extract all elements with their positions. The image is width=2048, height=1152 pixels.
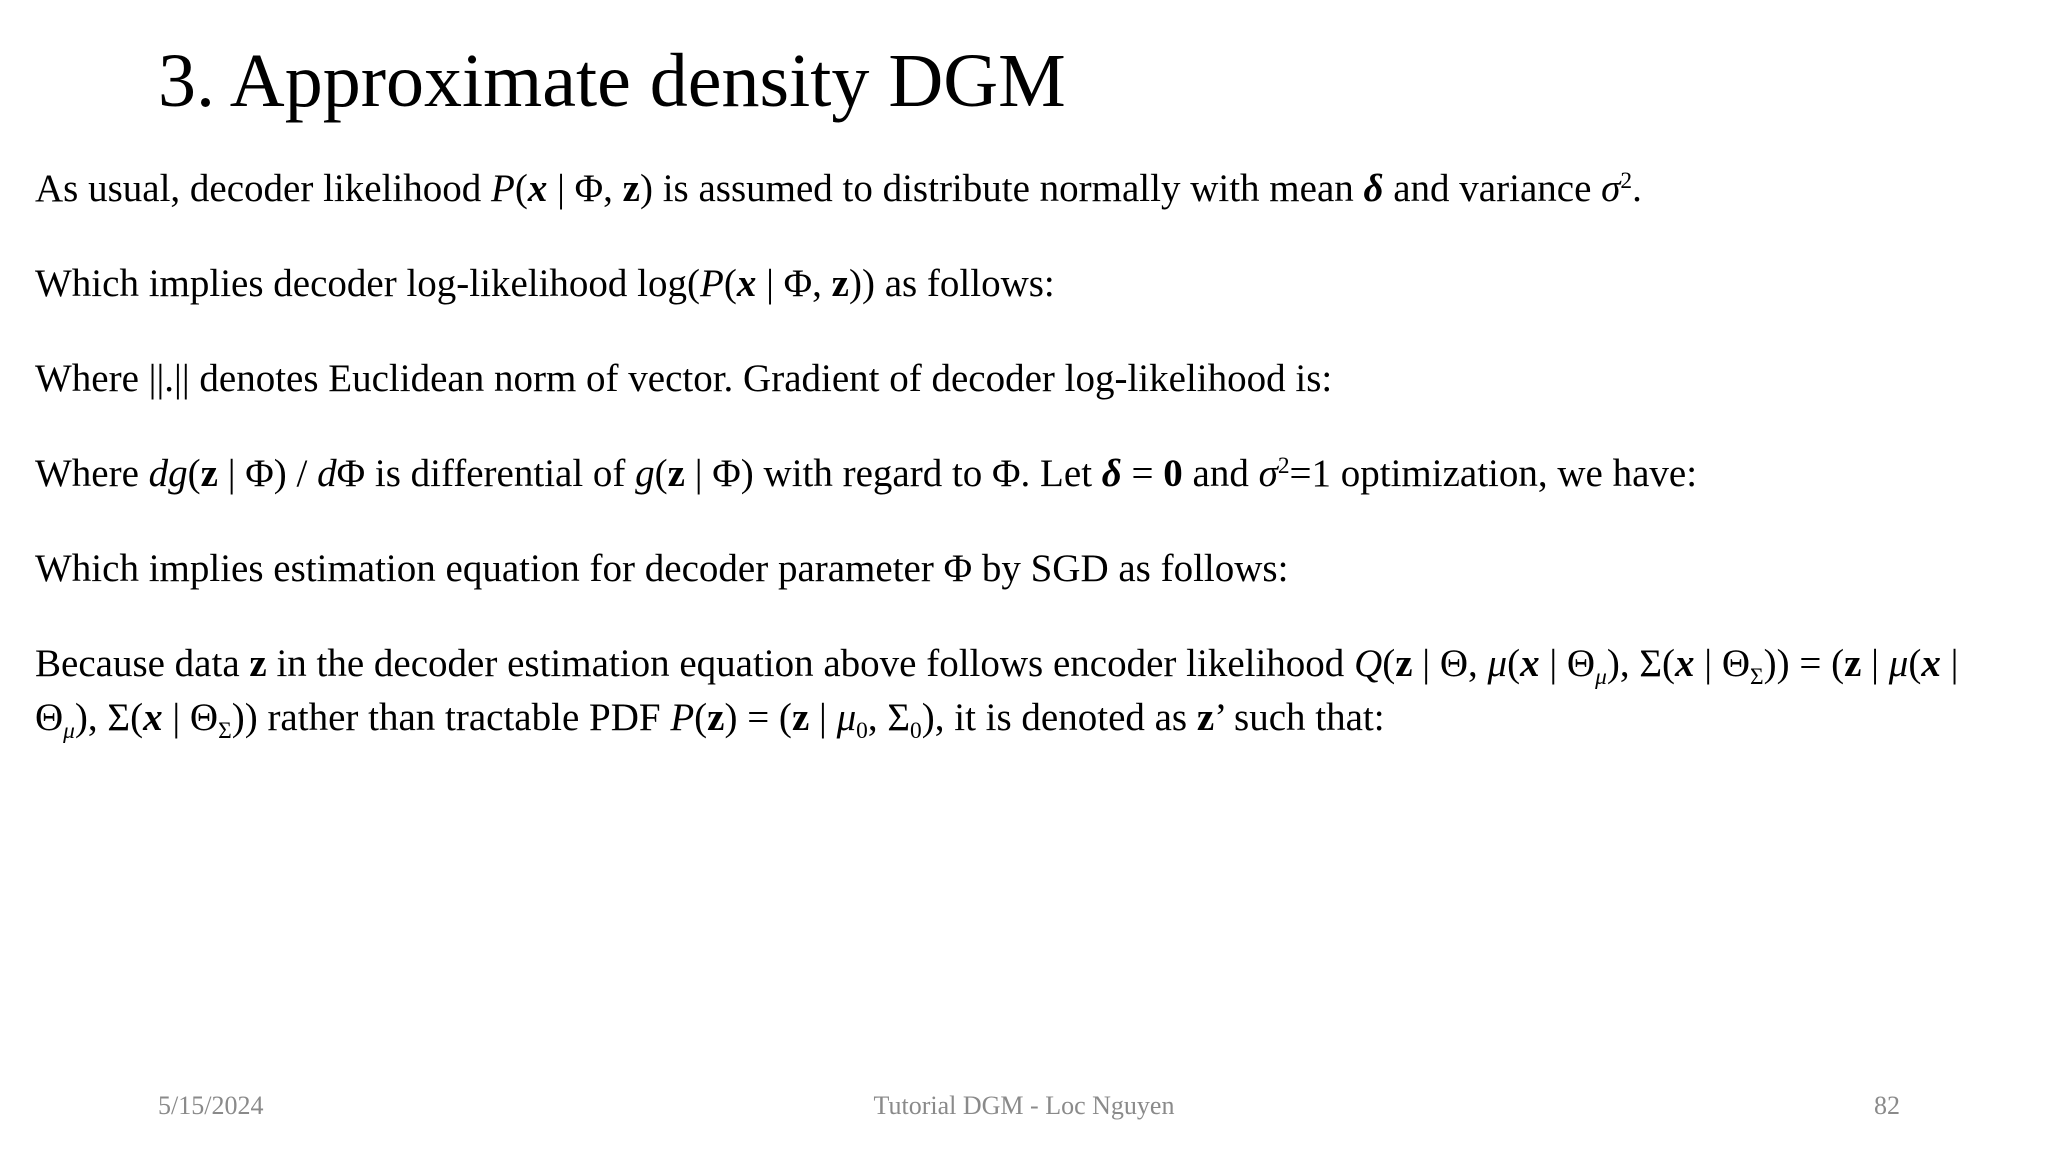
paragraph-encoder-likelihood bbox=[35, 637, 2025, 745]
paragraph-line-1: Because data z in the decoder estimation equation above follows encoder likelihood Q(z | Θ, μ(x | $\Theta_\mu$), Σ(x | $\Theta_\Sigma)) = (z$ | μ(x | bbox=[35, 642, 1959, 691]
paragraph-differential: Where dg(z | Φ) / dΦ is differential of g(z | Φ) with regard to Φ. Let δ = 0 and $\sigma^2=1$ optimization, we have: bbox=[35, 452, 1698, 495]
footer-page-number: 82 bbox=[1874, 1091, 1900, 1120]
slide-title: 3. Approximate density DGM bbox=[158, 39, 1066, 123]
footer-title: Tutorial DGM - Loc Nguyen bbox=[873, 1091, 1175, 1120]
paragraph-sgd-estimation: Which implies estimation equation for decoder parameter Φ by SGD as follows: bbox=[35, 547, 1289, 590]
paragraph-euclidean-norm: Where ||.|| denotes Euclidean norm of vector. Gradient of decoder log-likelihood is: bbox=[35, 357, 1333, 400]
paragraph-decoder-likelihood: As usual, decoder likelihood P(x | Φ, z) is assumed to distribute normally with mean δ and variance $\sigma^2$. bbox=[35, 167, 1642, 210]
paragraph-log-likelihood: Which implies decoder log-likelihood log(P(x | Φ, z)) as follows: bbox=[35, 262, 1055, 305]
paragraph-line-2: $\Theta_\mu$), Σ(x | $\Theta_\Sigma$)) rather than tractable PDF P(z) = (z | $\mu_0$, $\Sigma_0$), it is denoted as z’ such that: bbox=[35, 696, 1385, 745]
footer-date: 5/15/2024 bbox=[158, 1091, 264, 1120]
